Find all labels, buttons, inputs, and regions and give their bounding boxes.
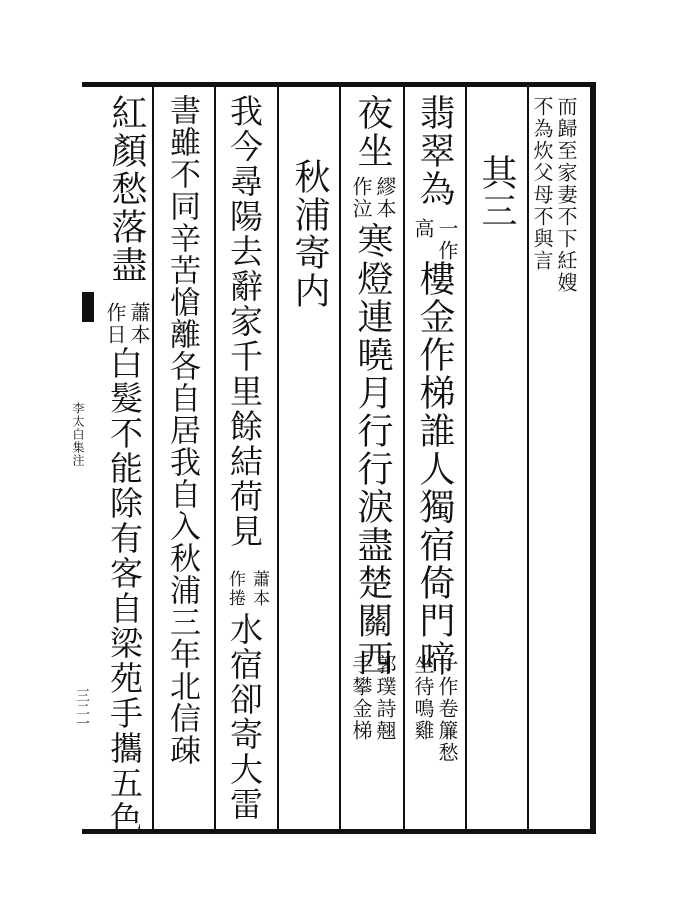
main-text: 水宿卻寄大雷: [225, 612, 264, 822]
main-text: 寒燈連曉月行行淚盡楚關西: [352, 222, 393, 678]
column-rule: [339, 87, 341, 829]
inline-note: [224, 570, 270, 608]
note-line: 蕭本: [249, 570, 269, 608]
note-line: 高: [411, 218, 435, 240]
poem-title: 秋浦寄内: [289, 158, 330, 310]
note-line: 手攀金梯: [349, 654, 373, 742]
column-rule: [527, 87, 529, 829]
column-7: [162, 92, 206, 822]
main-text: 白髮不能除有客自梁苑手攜五色: [105, 346, 144, 836]
section-heading: 其三: [476, 154, 517, 230]
column-4-trailing-note: [350, 654, 396, 742]
main-text: 翡翠為: [414, 94, 455, 208]
frame-right-border: [590, 82, 596, 834]
note-line: 作泣: [349, 176, 373, 220]
gutter-fishtail-mark: [82, 292, 94, 322]
column-rule: [465, 87, 467, 829]
main-text: 夜坐: [352, 94, 393, 170]
column-5: [287, 92, 331, 822]
column-1-notes: [531, 96, 577, 294]
column-8: [103, 92, 151, 836]
main-text: 紅顏愁落盡: [106, 94, 147, 284]
note-line: 一作: [435, 218, 459, 262]
column-rule: [403, 87, 405, 829]
column-rule: [214, 87, 216, 829]
frame-bottom-border: [82, 829, 596, 834]
main-text: 樓金作梯誰人獨宿倚門啼: [414, 260, 455, 678]
main-text: 我今尋陽去辭家千里餘結荷見: [225, 94, 264, 549]
note-line: 郭璞詩翹: [373, 654, 397, 742]
page-number: 三二一: [74, 688, 90, 730]
column-6: [224, 92, 268, 822]
inline-note: [104, 302, 150, 346]
note-line: 蕭本: [127, 302, 151, 346]
note-line: 繆本: [373, 176, 397, 220]
note-line: 而歸至家妻不下紝嫂: [554, 96, 578, 294]
inline-note: [350, 176, 396, 220]
column-3-trailing-note: [412, 654, 458, 764]
column-2: [474, 92, 518, 822]
inline-note: [412, 218, 458, 262]
note-line: 坐待鳴雞: [411, 654, 435, 742]
note-line: 作日: [103, 302, 127, 346]
note-line: 作捲: [225, 570, 245, 608]
column-rule: [152, 87, 154, 829]
column-rule: [277, 87, 279, 829]
note-line: 不為炊父母不與言: [530, 96, 554, 272]
gutter-book-title: 李太白集注: [71, 402, 85, 467]
main-text: 書雖不同辛苦愴離各自居我自入秋浦三年北信疎: [164, 94, 200, 766]
note-line: 一作卷簾愁: [435, 654, 459, 764]
